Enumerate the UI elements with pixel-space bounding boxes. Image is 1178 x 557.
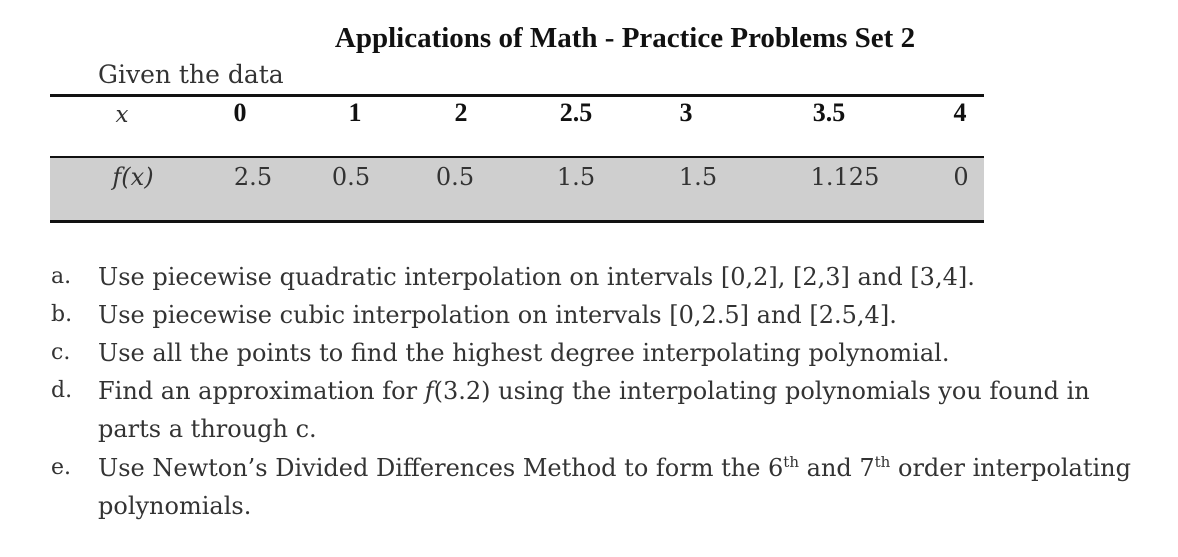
problem-label: e. [51, 455, 72, 480]
problem-text [98, 372, 1138, 448]
x-value-cell: 3 [679, 98, 693, 127]
table-top-rule [50, 94, 984, 97]
page-title: Applications of Math - Practice Problems Set 2 [334, 22, 916, 54]
fx-header: f(x) [112, 163, 154, 191]
problem-text: Use piecewise cubic interpolation on intervals [0,2.5] and [2.5,4]. [98, 301, 897, 329]
problem-text-part: Use Newton’s Divided Differences Method to form the 6 [98, 454, 784, 482]
fx-value-cell: 0 [953, 163, 969, 191]
x-value-cell: 3.5 [812, 98, 846, 127]
problem-text: Use piecewise quadratic interpolation on intervals [0,2], [2,3] and [3,4]. [98, 263, 975, 291]
table-bottom-rule [50, 220, 984, 223]
fx-value-cell: 1.5 [556, 163, 596, 191]
x-header: x [115, 102, 129, 128]
problem-text-end: (3.2) using the interpolating polynomials you found in parts a through c. [98, 377, 1090, 443]
intro-text: Given the data [98, 60, 284, 89]
x-value-cell: 1 [348, 98, 362, 127]
problem-text-part: order interpolating polynomials. [98, 454, 1131, 520]
ordinal-superscript: th [783, 453, 799, 471]
fx-value-cell: 0.5 [331, 163, 371, 191]
problem-label: c. [51, 340, 71, 365]
fx-value-cell: 1.5 [678, 163, 718, 191]
fx-value-cell: 2.5 [233, 163, 273, 191]
problem-text-start: Find an approximation for [98, 377, 425, 405]
x-value-cell: 2 [454, 98, 468, 127]
x-value-cell: 0 [233, 98, 247, 127]
fx-value-cell: 1.125 [810, 163, 880, 191]
problem-text-part: and 7 [799, 454, 875, 482]
problem-text: Use all the points to find the highest degree interpolating polynomial. [98, 339, 950, 367]
problem-label: d. [51, 378, 73, 403]
ordinal-superscript: th [874, 453, 891, 471]
function-name: f [424, 377, 434, 405]
x-value-cell: 2.5 [559, 98, 593, 127]
table-middle-rule [50, 156, 984, 158]
x-value-cell: 4 [953, 98, 967, 127]
problem-label: a. [51, 264, 72, 289]
problem-text [98, 449, 1138, 525]
problem-label: b. [51, 302, 73, 327]
fx-value-cell: 0.5 [435, 163, 475, 191]
